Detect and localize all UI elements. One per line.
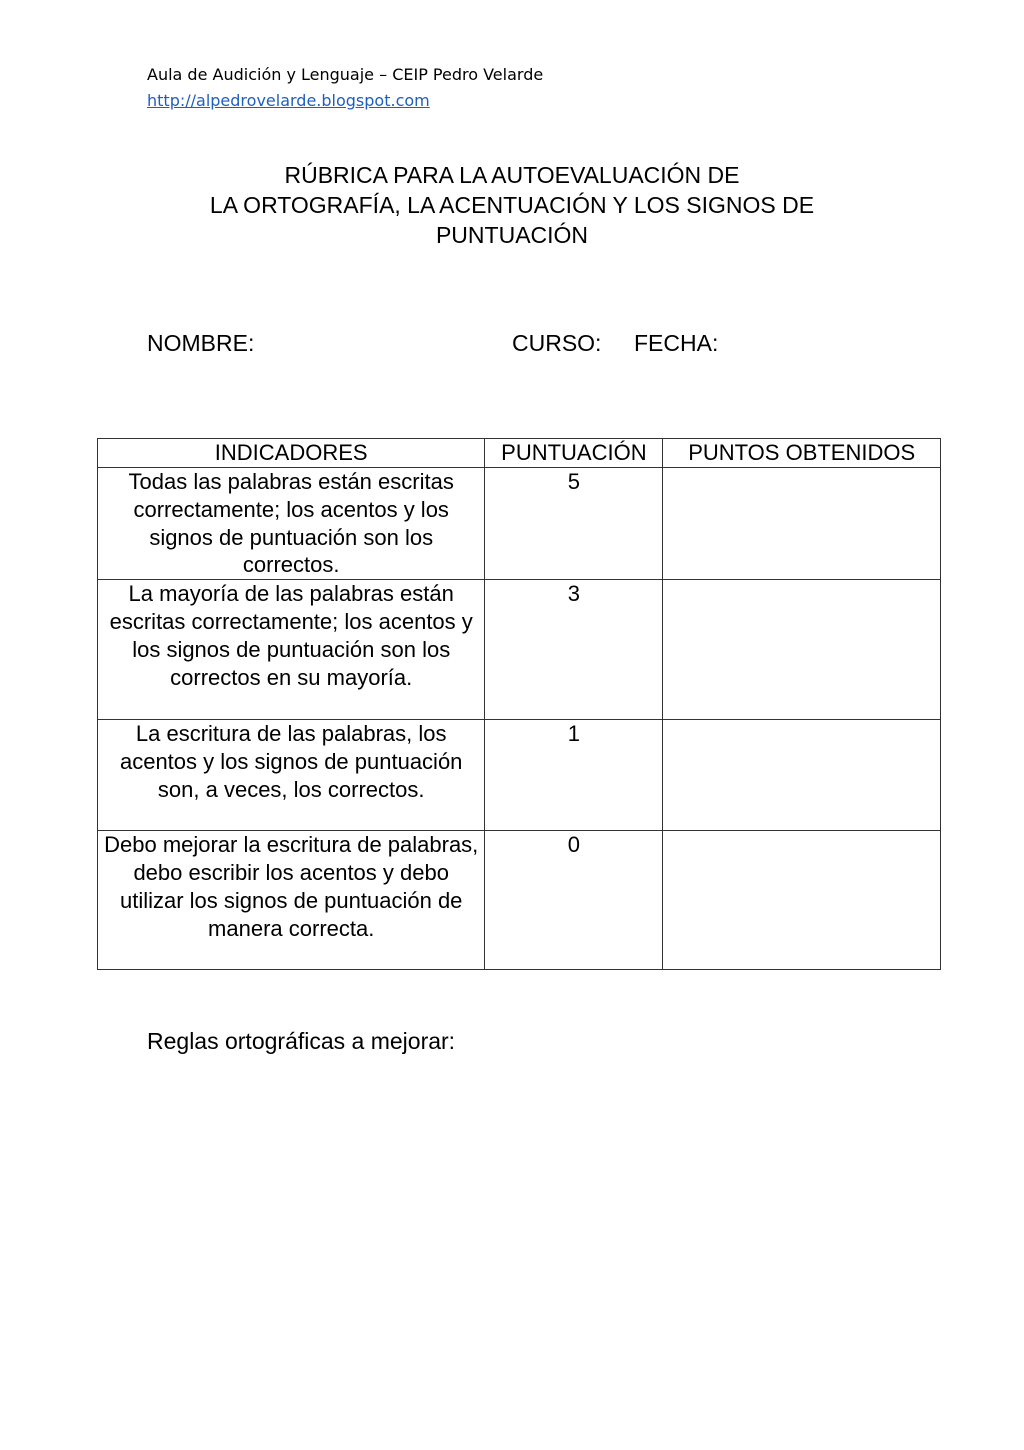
table-header-row bbox=[98, 439, 941, 468]
obtained-cell[interactable] bbox=[663, 831, 941, 970]
rules-to-improve-label: Reglas ortográficas a mejorar: bbox=[147, 1028, 456, 1054]
table-row bbox=[98, 580, 941, 720]
obtained-cell[interactable] bbox=[663, 580, 941, 720]
indicator-cell: Todas las palabras están escritas correctamente; los acentos y los signos de puntuación son los correctos. bbox=[98, 468, 485, 580]
indicator-cell: La escritura de las palabras, los acentos y los signos de puntuación son, a veces, los correctos. bbox=[98, 720, 485, 831]
table-row bbox=[98, 720, 941, 831]
score-cell: 0 bbox=[485, 831, 663, 970]
score-cell: 1 bbox=[485, 720, 663, 831]
header-blog-link[interactable]: http://alpedrovelarde.blogspot.com bbox=[147, 91, 430, 110]
rubric-table bbox=[97, 438, 941, 970]
nombre-label: NOMBRE: bbox=[147, 330, 255, 356]
obtained-cell[interactable] bbox=[663, 468, 941, 580]
title-line-3: PUNTUACIÓN bbox=[435, 222, 589, 248]
header-school-name: Aula de Audición y Lenguaje – CEIP Pedro Velarde bbox=[147, 65, 544, 84]
header-puntos-obtenidos: PUNTOS OBTENIDOS bbox=[663, 439, 941, 468]
table-row bbox=[98, 831, 941, 970]
document-header bbox=[147, 62, 543, 114]
indicator-cell: La mayoría de las palabras están escritas correctamente; los acentos y los signos de puntuación son los correctos en su mayoría. bbox=[98, 580, 485, 720]
header-indicadores: INDICADORES bbox=[98, 439, 485, 468]
obtained-cell[interactable] bbox=[663, 720, 941, 831]
title-line-2: LA ORTOGRAFÍA, LA ACENTUACIÓN Y LOS SIGNOS DE bbox=[209, 192, 815, 218]
document-title bbox=[0, 160, 1024, 250]
title-line-1: RÚBRICA PARA LA AUTOEVALUACIÓN DE bbox=[284, 162, 740, 188]
indicator-cell: Debo mejorar la escritura de palabras, debo escribir los acentos y debo utilizar los signos de puntuación de manera correcta. bbox=[98, 831, 485, 970]
curso-label: CURSO: bbox=[512, 330, 602, 356]
header-puntuacion: PUNTUACIÓN bbox=[485, 439, 663, 468]
table-row bbox=[98, 468, 941, 580]
fecha-label: FECHA: bbox=[634, 330, 719, 356]
score-cell: 3 bbox=[485, 580, 663, 720]
score-cell: 5 bbox=[485, 468, 663, 580]
